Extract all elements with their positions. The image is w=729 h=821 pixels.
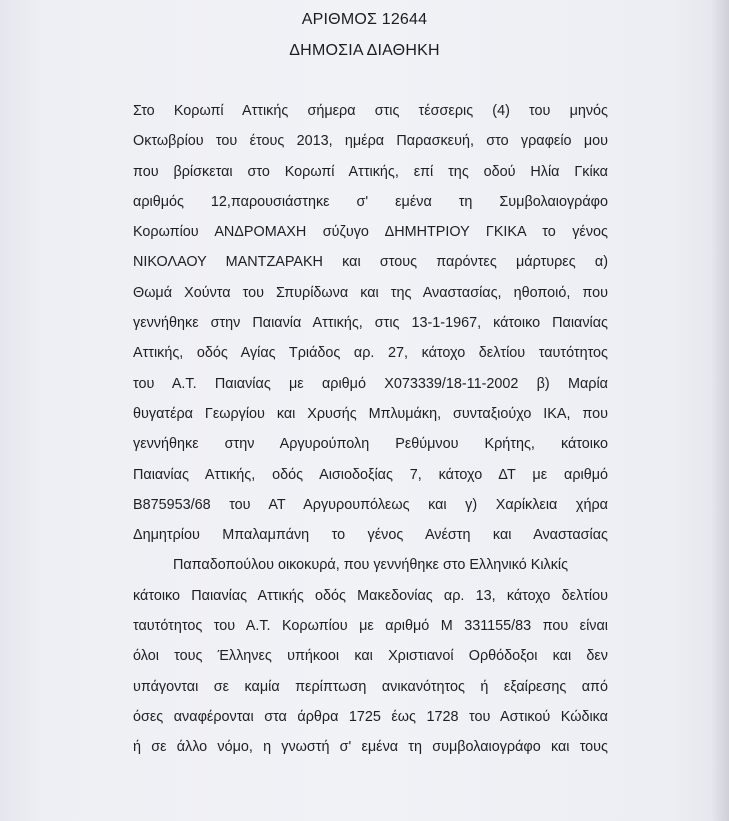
body-line-11: θυγατέρα Γεωργίου και Χρυσής Μπλυμάκη, συνταξιούχο ΙΚΑ, που [133,405,608,422]
body-line-17: κάτοικο Παιανίας Αττικής οδός Μακεδονίας αρ. 13, κάτοχο δελτίου [133,587,608,604]
body-line-7: Θωμά Χούντα του Σπυρίδωνα και της Αναστασίας, ηθοποιό, που [133,284,608,301]
body-line-6: ΝΙΚΟΛΑΟΥ ΜΑΝΤΖΑΡΑΚΗ και στους παρόντες μάρτυρες α) [133,254,608,271]
body-line-4: αριθμός 12,παρουσιάστηκε σ' εμένα τη Συμβολαιογράφο [133,193,608,210]
body-line-5: Κορωπίου ΑΝΔΡΟΜΑΧΗ σύζυγο ΔΗΜΗΤΡΙΟΥ ΓΚΙΚΑ το γένος [133,224,608,241]
document-body [133,96,608,763]
body-line-20: υπάγονται σε καμία περίπτωση ανικανότητος ή εξαίρεσης από [133,678,608,695]
body-line-8: γεννήθηκε στην Παιανία Αττικής, στις 13-1-1967, κάτοικο Παιανίας [133,315,608,332]
body-line-18: ταυτότητος του Α.Τ. Κορωπίου με αριθμό Μ 331155/83 που είναι [133,618,608,635]
document-number-heading: ΑΡΙΘΜΟΣ 12644 [301,11,428,28]
body-line-10: του Α.Τ. Παιανίας με αριθμό Χ073339/18-11-2002 β) Μαρία [133,375,608,392]
body-line-9: Αττικής, οδός Αγίας Τριάδος αρ. 27, κάτοχο δελτίου ταυτότητος [133,345,608,362]
body-line-14: Β875953/68 του ΑΤ Αργυρουπόλεως και γ) Χαρίκλεια χήρα [133,496,608,513]
body-line-13: Παιανίας Αττικής, οδός Αισιοδοξίας 7, κάτοχο ΔΤ με αριθμό [133,466,608,483]
body-line-2: Οκτωβρίου του έτους 2013, ημέρα Παρασκευή, στο γραφείο μου [133,133,608,150]
body-line-3: που βρίσκεται στο Κορωπί Αττικής, επί της οδού Ηλία Γκίκα [133,163,608,180]
body-line-16: Παπαδοπούλου οικοκυρά, που γεννήθηκε στο Ελληνικό Κιλκίς [172,557,569,574]
document-title: ΔΗΜΟΣΙΑ ΔΙΑΘΗΚΗ [289,42,440,59]
body-line-1: Στο Κορωπί Αττικής σήμερα στις τέσσερις (4) του μηνός [133,103,608,119]
body-line-22: ή σε άλλο νόμο, η γνωστή σ' εμένα τη συμβολαιογράφο και τους [133,739,608,756]
body-line-21: όσες αναφέρονται στα άρθρα 1725 έως 1728 του Αστικού Κώδικα [133,708,608,725]
page-edge-shadow [711,0,729,821]
body-line-19: όλοι τους Έλληνες υπήκοοι και Χριστιανοί Ορθόδοξοι και δεν [133,648,608,665]
body-line-15: Δημητρίου Μπαλαμπάνη το γένος Ανέστη και Αναστασίας [133,527,608,544]
body-line-12: γεννήθηκε στην Αργυρούπολη Ρεθύμνου Κρήτης, κάτοικο [133,436,608,453]
